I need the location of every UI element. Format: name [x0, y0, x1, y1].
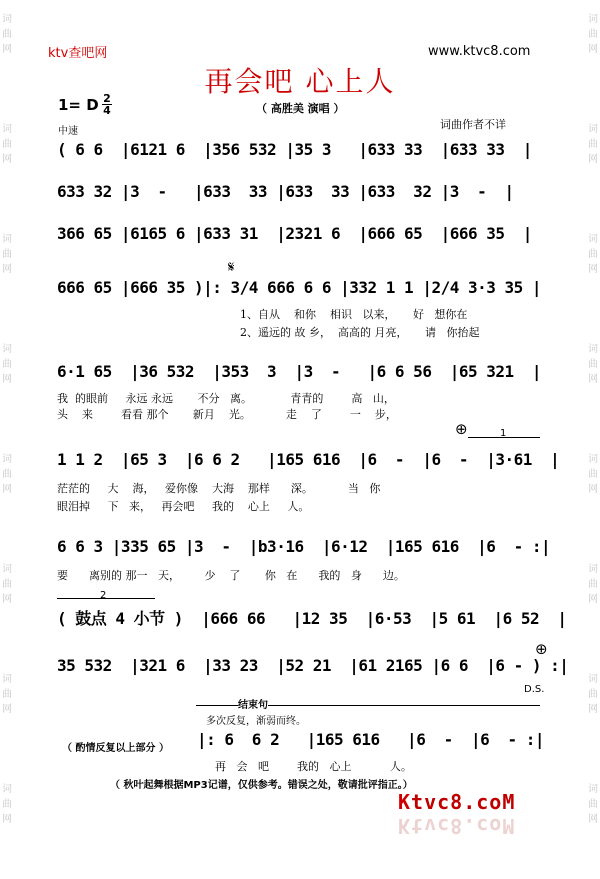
watermark-text: 词曲网 [2, 124, 12, 165]
coda-sign-end: ⊕ [535, 640, 548, 658]
ending-note: 多次反复，渐弱而终。 [206, 716, 306, 727]
logo-refl-rest: tvc8.coM [411, 814, 516, 838]
footer-note: （ 秋叶起舞根据MP3记谱，仅供参考。错误之处，敬请批评指正。） [110, 780, 413, 791]
watermark-text: 词曲网 [588, 344, 598, 385]
watermark-text: 词曲网 [2, 454, 12, 495]
watermark-text: 词曲网 [2, 674, 12, 715]
song-title: 再会吧 心上人 [204, 65, 396, 98]
lyric-verse2-b: 头 来 看看 那个 新月 光。 走 了 一 步， [57, 408, 397, 421]
score-line-9: 35 532 |321 6 |33 23 |52 21 |61 2165 |6 6 |6 - ) :| [57, 656, 569, 675]
logo-refl-k: K [398, 814, 412, 838]
coda-sign: ⊕ [455, 420, 468, 438]
watermark-text: 词曲网 [588, 784, 598, 825]
lyric-verse1-a: 1、自从 和你 相识 以来， 好 想你在 [240, 308, 468, 321]
ktvc8-logo[interactable] [398, 790, 515, 814]
score-line-1: ( 6 6 |6121 6 |356 532 |35 3 |633 33 |633 33 | [57, 140, 532, 159]
watermark-text: 词曲网 [2, 14, 12, 55]
time-signature [102, 93, 112, 116]
time-top: 2 [103, 92, 111, 105]
site-url[interactable]: www.ktvc8.com [428, 44, 531, 59]
volta-2-label: 2 [100, 590, 107, 601]
key-signature: 1= D [58, 96, 99, 114]
watermark-text: 词曲网 [588, 674, 598, 715]
score-line-8: ( 鼓点 4 小节 ) |666 66 |12 35 |6·53 |5 61 |6 52 | [57, 609, 567, 628]
site-name[interactable]: ktv查吧网 [48, 46, 108, 61]
watermark-text: 词曲网 [2, 344, 12, 385]
logo-rest: tvc8.coM [411, 790, 516, 814]
lyric-verse2-c: 眼泪掉 下 来， 再会吧 我的 心上 人。 [57, 500, 310, 513]
composer-credit: 词曲作者不详 [440, 118, 506, 131]
lyric-ending: 再 会 吧 我的 心上 人。 [215, 760, 412, 773]
score-line-7: 6 6 3 |335 65 |3 - |b3·16 |6·12 |165 616 |6 - :| [57, 537, 551, 556]
lyric-verse1-b: 我 的眼前 永远 永远 不分 离。 青青的 高 山， [57, 392, 395, 405]
watermark-text: 词曲网 [2, 564, 12, 605]
time-bottom: 4 [103, 104, 111, 117]
ending-title: 结束句 [238, 696, 268, 711]
left-watermark [0, 0, 14, 879]
score-line-3: 366 65 |6165 6 |633 31 |2321 6 |666 65 |666 35 | [57, 224, 532, 243]
watermark-text: 词曲网 [588, 234, 598, 275]
repeat-note: （ 酌情反复以上部分 ） [62, 743, 169, 754]
volta-1-label: 1 [500, 428, 507, 439]
watermark-text: 词曲网 [588, 14, 598, 55]
watermark-text: 词曲网 [588, 454, 598, 495]
watermark-text: 词曲网 [2, 784, 12, 825]
lyric-verse2-a: 2、遥远的 故 乡， 高高的 月亮， 请 你抬起 [240, 326, 480, 339]
watermark-text: 词曲网 [588, 124, 598, 165]
right-watermark [586, 0, 600, 879]
lyric-verse1-c: 茫茫的 大 海， 爱你像 大海 那样 深。 当 你 [57, 482, 381, 495]
score-line-5: 6·1 65 |36 532 |353 3 |3 - |6 6 56 |65 321 | [57, 362, 542, 381]
singer-credit: （ 高胜美 演唱 ） [256, 102, 345, 115]
segno-sign: 𝄋 [228, 258, 235, 276]
tempo-marking: 中速 [58, 126, 78, 137]
score-line-2: 633 32 |3 - |633 33 |633 33 |633 32 |3 - | [57, 182, 514, 201]
score-line-10: |: 6 6 2 |165 616 |6 - |6 - :| [197, 730, 545, 749]
watermark-text: 词曲网 [588, 564, 598, 605]
score-line-6: 1 1 2 |65 3 |6 6 2 |165 616 |6 - |6 - |3·61 | [57, 450, 560, 469]
score-line-4: 666 65 |666 35 )|: 3/4 666 6 6 |332 1 1 |2/4 3·3 35 | [57, 278, 542, 297]
lyric-verse3: 要 离别的 那一 天， 少 了 你 在 我的 身 边。 [57, 569, 405, 582]
logo-reflection [398, 814, 515, 838]
watermark-text: 词曲网 [2, 234, 12, 275]
logo-k: K [398, 790, 412, 814]
ds-marking: D.S. [524, 684, 545, 695]
